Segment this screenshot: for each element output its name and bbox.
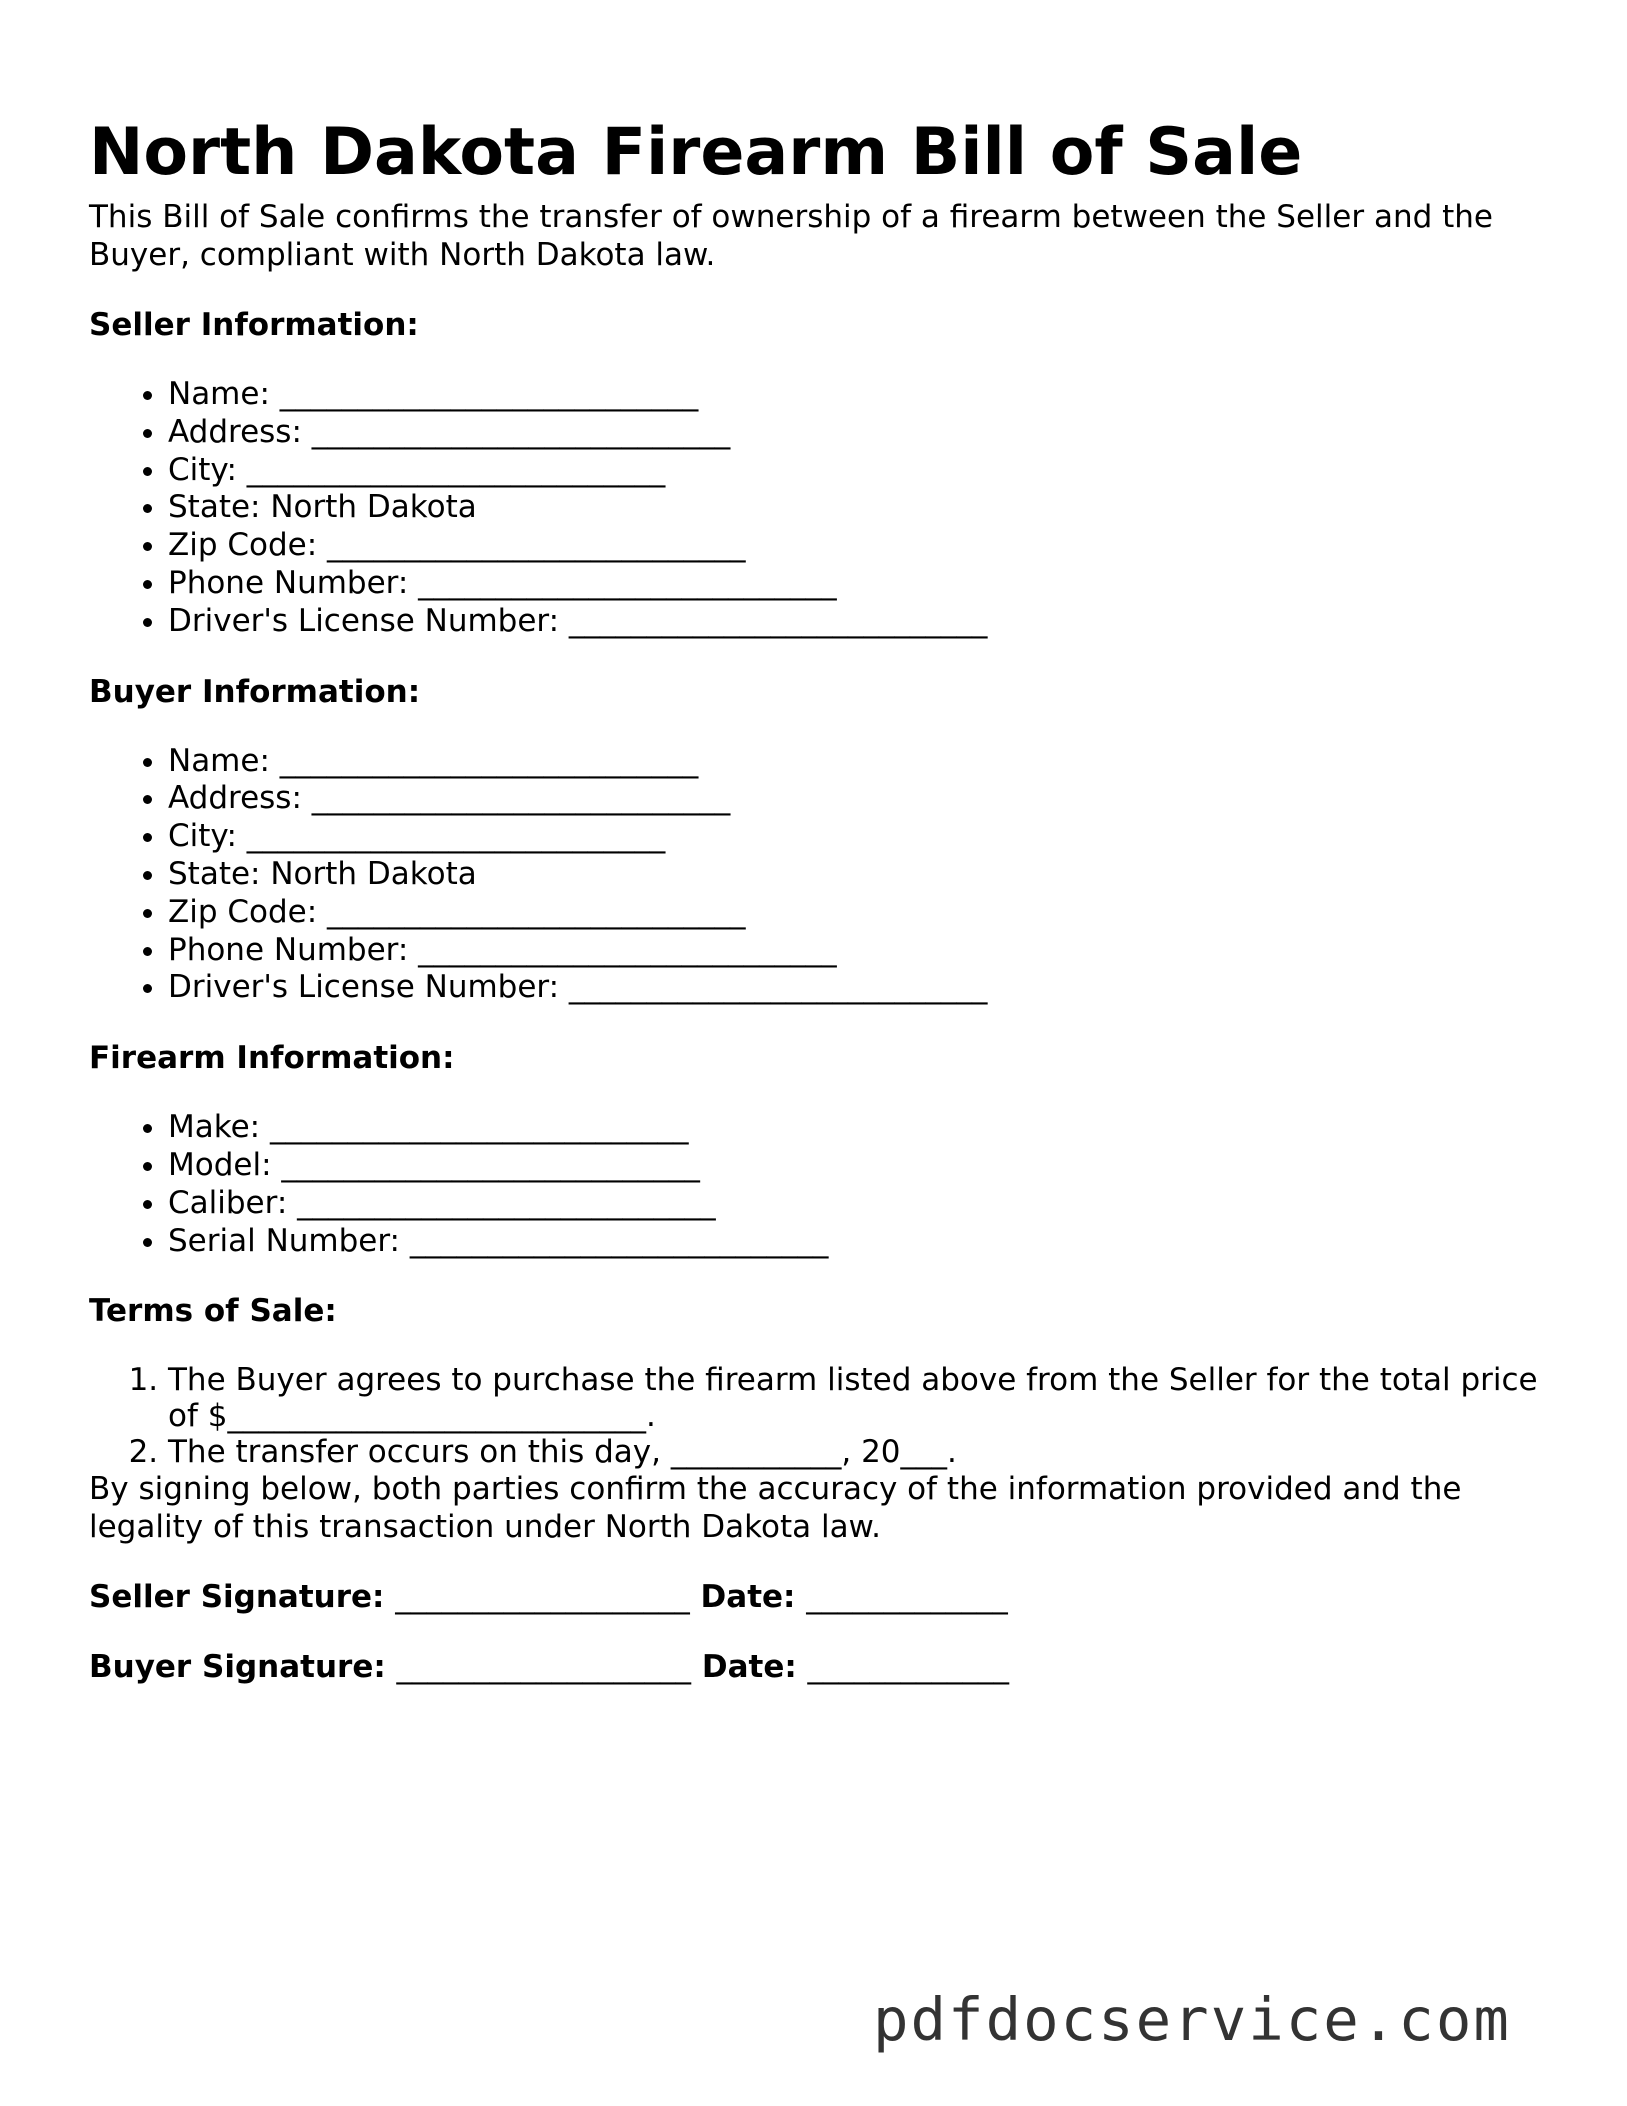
buyer-address-field[interactable]: • Address: ___________________________	[168, 780, 1559, 818]
firearm-heading: Firearm Information:	[89, 1040, 455, 1077]
seller-heading: Seller Information:	[89, 307, 419, 343]
seller-signature-label: Seller Signature:	[89, 1579, 385, 1616]
firearm-caliber-field[interactable]: • Caliber: ___________________________	[168, 1185, 1559, 1223]
seller-name-field[interactable]: • Name: ___________________________	[168, 376, 1559, 414]
seller-license-field[interactable]: • Driver's License Number: ___________________________	[168, 603, 1559, 641]
terms-list	[89, 1362, 1559, 1470]
buyer-name-field[interactable]: • Name: ___________________________	[168, 743, 1559, 781]
buyer-date-line[interactable]: _____________	[807, 1649, 1010, 1686]
buyer-city-field[interactable]: • City: ___________________________	[168, 818, 1559, 856]
firearm-info-list	[89, 1109, 1559, 1260]
seller-signature-line[interactable]: ___________________	[395, 1579, 690, 1616]
buyer-heading: Buyer Information:	[89, 673, 421, 710]
terms-price-item[interactable]: 1. The Buyer agrees to purchase the firearm listed above from the Seller for the total price of $___________________________.	[168, 1362, 1559, 1434]
document-page	[89, 108, 1559, 1686]
seller-city-field[interactable]: • City: ___________________________	[168, 452, 1559, 490]
seller-date-label: Date:	[700, 1579, 796, 1616]
watermark: pdfdocservice.com	[873, 1985, 1511, 2054]
terms-date-item[interactable]: 2. The transfer occurs on this day, ___________, 20___.	[168, 1434, 1559, 1470]
firearm-model-field[interactable]: • Model: ___________________________	[168, 1147, 1559, 1185]
document-title: North Dakota Firearm Bill of Sale	[89, 115, 1303, 190]
seller-info-list	[89, 376, 1559, 641]
firearm-serial-field[interactable]: • Serial Number: ___________________________	[168, 1223, 1559, 1261]
intro-paragraph: This Bill of Sale confirms the transfer of ownership of a firearm between the Seller and the Buyer, compliant with North Dakota law.	[89, 199, 1493, 273]
seller-address-field[interactable]: • Address: ___________________________	[168, 414, 1559, 452]
terms-heading: Terms of Sale:	[89, 1293, 337, 1330]
buyer-info-list	[89, 743, 1559, 1008]
buyer-zip-field[interactable]: • Zip Code: ___________________________	[168, 894, 1559, 932]
seller-state-field: • State: North Dakota	[168, 489, 1559, 527]
closing-paragraph: By signing below, both parties confirm the accuracy of the information provided and the legality of this transaction under North Dakota law.	[89, 1471, 1462, 1546]
buyer-signature-line[interactable]: ___________________	[396, 1649, 692, 1686]
buyer-state-field: • State: North Dakota	[168, 856, 1559, 894]
seller-phone-field[interactable]: • Phone Number: ___________________________	[168, 565, 1559, 603]
buyer-signature-row	[89, 1648, 1559, 1686]
seller-zip-field[interactable]: • Zip Code: ___________________________	[168, 527, 1559, 565]
buyer-license-field[interactable]: • Driver's License Number: ___________________________	[168, 969, 1559, 1007]
buyer-date-label: Date:	[701, 1649, 797, 1686]
seller-date-line[interactable]: _____________	[806, 1579, 1008, 1616]
firearm-make-field[interactable]: • Make: ___________________________	[168, 1109, 1559, 1147]
buyer-signature-label: Buyer Signature:	[89, 1649, 386, 1686]
buyer-phone-field[interactable]: • Phone Number: ___________________________	[168, 932, 1559, 970]
seller-signature-row	[89, 1578, 1559, 1616]
